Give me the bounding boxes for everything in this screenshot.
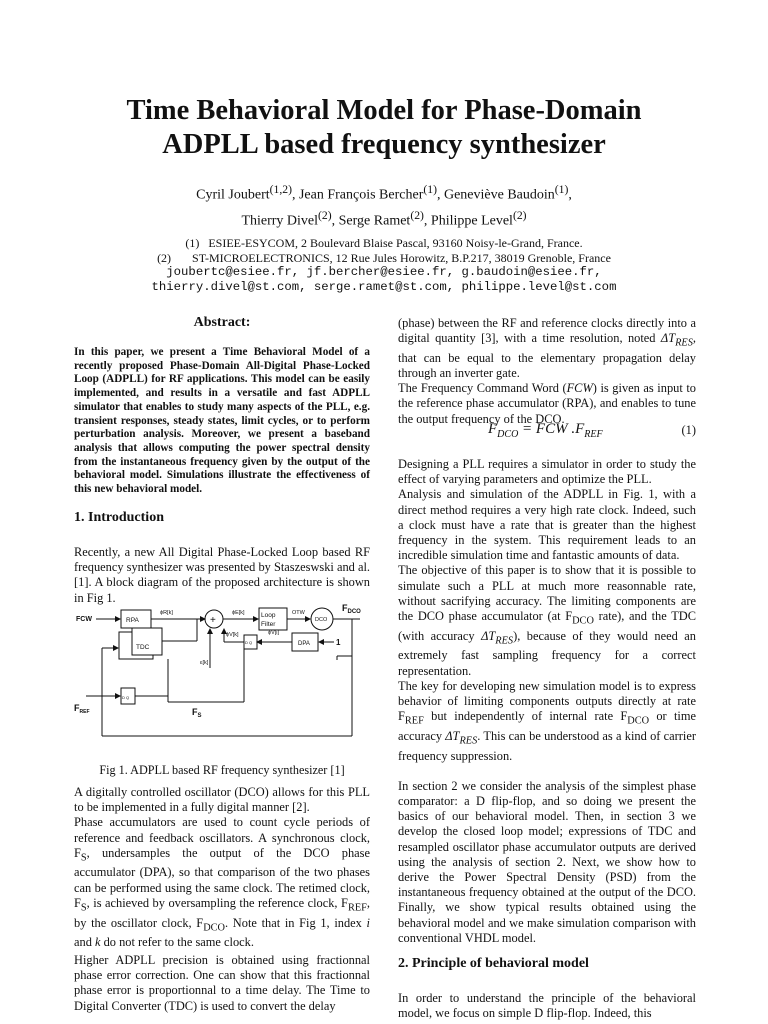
authors-line-2: Thierry Divel$^{(2)}$, Serge Ramet$^{(2)}$, Philippe Level$^{(2)}$: [241, 208, 527, 229]
figure-caption: Fig 1. ADPLL based RF frequency synthesizer [1]: [99, 763, 345, 777]
analysis-paragraph: Analysis and simulation of the ADPLL in Fig. 1, with a direct method requires a very high rate clock. Indeed, such a clock must have a rate that is greater than the highest frequency in the system. This requirement leads to an incredible simulation time and fantastic amounts of data.: [398, 487, 696, 563]
fs-label: $F_S$: [192, 707, 202, 719]
dco-label: DCO: [315, 617, 328, 623]
otw-label: OTW: [292, 610, 305, 616]
abstract-body: In this paper, we present a Time Behavioral Model of a recently proposed Phase-Domain All-Digital Phase-Locked Loop (ADPLL) for RF applications. This model can be easily implemented, and results in a versatile and fast ADPLL simulator that enables to study many aspects of the PLL, e.g. transient responses, steady states, limit cycles, or to perform perturbation analysis. Moreover, we present a baseband analysis that allows computing the power spectral density from the instantaneous frequency given by the output of the behavioral model. Simulations illustrate the effectiveness of this new behavioral model.: [74, 346, 370, 496]
abstract-title: Abstract:: [193, 315, 251, 330]
phi-r-label: ϕR[k]: [160, 610, 173, 616]
author-list: [40, 180, 728, 231]
eps-label: ε[k]: [200, 660, 209, 666]
section-2-paragraph: In order to understand the principle of the behavioral model, we focus on simple D flip-flop. Indeed, this: [398, 991, 696, 1021]
emails-line-1: joubertc@esiee.fr, jf.bercher@esiee.fr, g.baudoin@esiee.fr,: [166, 265, 602, 279]
dpa-input-one: 1: [336, 638, 341, 647]
ref-flipflop-label: D Q: [122, 695, 130, 700]
adder-plus: +: [210, 615, 216, 626]
fdco-label: $F_{DCO}$: [342, 603, 361, 615]
fcw-paragraph: The Frequency Command Word (FCW) is given as input to the reference phase accumulator (RPA), and enables to tune the output frequency of the DCO.: [398, 381, 696, 426]
authors-line-1: Cyril Joubert$^{(1,2)}$, Jean François Bercher$^{(1)}$, Geneviève Baudoin$^{(1)}$,: [196, 183, 572, 203]
equation-1: [398, 421, 696, 443]
objective-paragraph: The objective of this paper is to show that it is possible to simulate such a PLL at much more reasonnable rate, without sacrifying accuracy. The limiting components are the DCO phase accumulator (at $F_{DCO}$ rate), and the TDC (with accuracy $\Delta T_{RES}$), because of they would need an extremely fast sampling frequency for a correct representation.: [398, 563, 696, 678]
paper-title: [40, 94, 728, 162]
key-paragraph: The key for developing new simulation model is to express behavior of limiting components outputs directly at rate $F_{REF}$ but independently of internal rate $F_{DCO}$ or time accuracy $\Delta T_{RES}$. This can be understood as a kind of carrier frequency suppression.: [398, 678, 696, 763]
rpa-label: RPA: [126, 617, 139, 624]
intro-accumulator-paragraph: Phase accumulators are used to count cycle periods of reference and feedback oscillators. A synchronous clock, $F_S$, undersamples the output of the DCO phase accumulator (DPA), so that comparison of the two phases can be performed using the same clock. The retimed clock, $F_S$, is achieved by oversampling the reference clock, $F_{REF}$, by the oscillator clock, $F_{DCO}$. Note that in Fig 1, index i and k do not refer to the same clock.: [74, 815, 370, 950]
section-2-heading: 2. Principle of behavioral model: [398, 956, 589, 971]
fcw-label: FCW: [76, 616, 92, 623]
tdc-label: TDC: [136, 644, 150, 651]
affiliation-1: (1) ESIEE-ESYCOM, 2 Boulevard Blaise Pascal, 93160 Noisy-le-Grand, France.: [185, 236, 583, 250]
phi-e-label: ϕE[k]: [232, 610, 245, 616]
adpll-block-diagram: [72, 598, 372, 756]
equation-expression: $F_{DCO}$ = FCW $.F_{REF}$: [488, 421, 603, 440]
right-column-body: [398, 316, 696, 427]
outline-paragraph: In section 2 we consider the analysis of the simplest phase comparator: a D flip-flop, and so doing we present the basics of our behavioral model. Then, in section 3 we develop the closed loop model; expressions of TDC and resampled oscillator phase accumulator outputs are derived using the analysis of section 2. Next, we show how to derive the Power Spectral Density (PSD) from the instantaneous frequency obtained at the output of the DCO. Finally, we show typical results obtained using the behavioral model and we make simulation comparison with conventional VHDL model.: [398, 778, 696, 945]
tdc-paragraph: (phase) between the RF and reference clocks directly into a digital quantity [3], with a time resolution, noted $\Delta T_{RES}$, that can be equal to the elementary propagation delay through an inverter gate.: [398, 316, 696, 381]
intro-paragraph-2: [74, 785, 370, 950]
simulator-paragraph: Designing a PLL requires a simulator in order to study the effect of varying parameters and optimize the PLL.: [398, 457, 696, 487]
right-column-body-2: [398, 457, 696, 946]
fref-label: $F_{REF}$: [74, 703, 90, 715]
intro-paragraph-3: Higher ADPLL precision is obtained using fractionnal phase error correction. One can show that this fractionnal phase error is proportionnal to a time delay. The Time to Digital Converter (TDC) is used to convert the delay: [74, 953, 370, 1013]
intro-paragraph-1: Recently, a new All Digital Phase-Locked Loop based RF frequency synthesizer was presented by Staszeswski and al. [1]. A block diagram of the proposed architecture is shown in Fig 1.: [74, 545, 370, 605]
affiliation-2: (2) ST-MICROELECTRONICS, 12 Rue Jules Horowitz, B.P.217, 38019 Grenoble, France: [157, 250, 611, 265]
phi-v-label: ϕV[k]: [226, 632, 239, 638]
affiliations: [40, 236, 728, 294]
equation-number: (1): [681, 423, 696, 437]
flipflop-label: D Q: [245, 640, 253, 645]
title-line-2: ADPLL based frequency synthesizer: [162, 129, 606, 160]
title-line-1: Time Behavioral Model for Phase-Domain: [126, 95, 642, 126]
section-1-heading: 1. Introduction: [74, 510, 164, 525]
emails-line-2: thierry.divel@st.com, serge.ramet@st.com, philippe.level@st.com: [151, 279, 617, 294]
phi-vi-label: ϕV[i]: [268, 630, 280, 636]
intro-dco-sentence: A digitally controlled oscillator (DCO) allows for this PLL to be implemented in a fully digital manner [2].: [74, 785, 370, 815]
dpa-label: DPA: [298, 641, 310, 647]
loop-label-1: Loop: [261, 612, 276, 619]
loop-label-2: Filter: [261, 621, 276, 628]
